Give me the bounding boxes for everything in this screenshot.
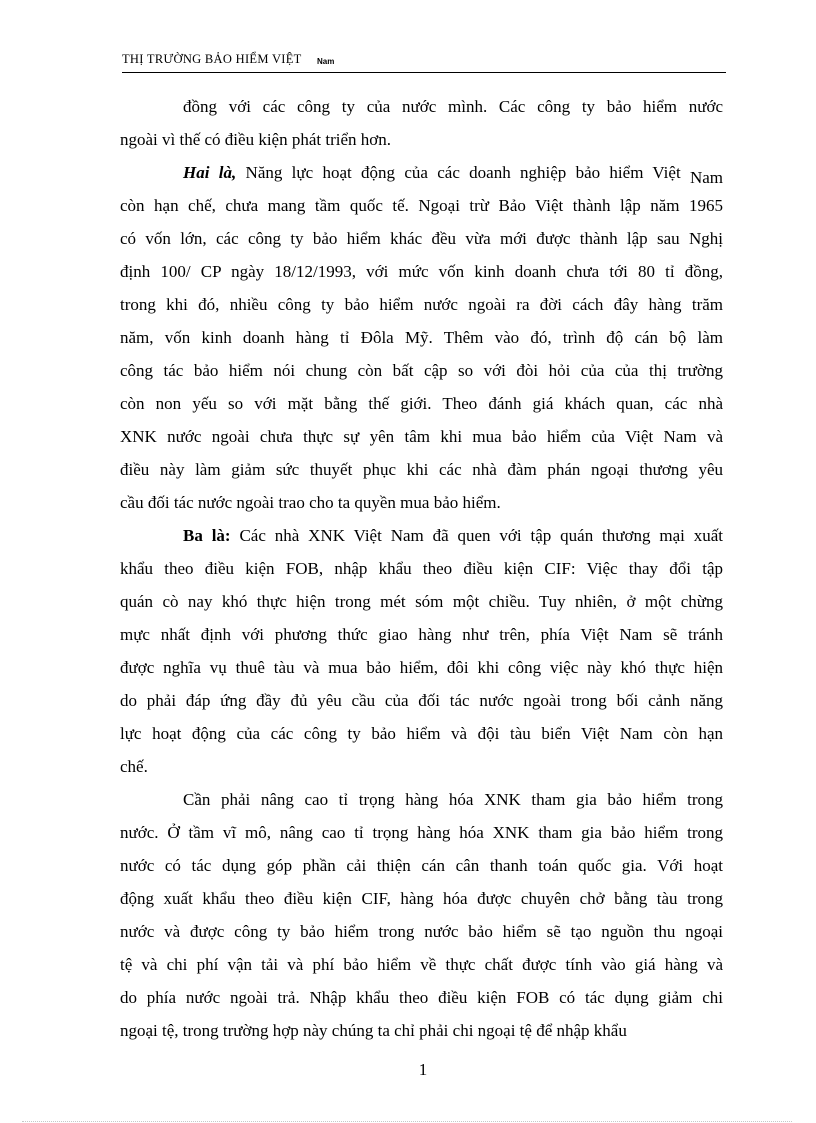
text-line: động xuất khẩu theo điều kiện CIF, hàng hóa được chuyên chở bằng tàu trong [120,889,723,908]
text-line: còn non yếu so với mặt bằng thế giới. Theo đánh giá khách quan, các nhà [120,394,723,413]
text-line: XNK nước ngoài chưa thực sự yên tâm khi mua bảo hiểm của Việt Nam và [120,427,723,446]
text-line: Cần phải nâng cao tỉ trọng hàng hóa XNK tham gia bảo hiểm trong [183,790,723,809]
text-run: Năng lực hoạt động của các doanh nghiệp bảo hiểm Việt [245,163,681,182]
paragraph-lead: Hai là, [183,163,237,182]
text-line: trong khi đó, nhiều công ty bảo hiểm nước ngoài ra đời cách đây hàng trăm [120,295,723,314]
text-line: nước và được công ty bảo hiểm trong nước bảo hiểm sẽ tạo nguồn thu ngoại [120,922,723,941]
text-line: điều này làm giảm sức thuyết phục khi các nhà đàm phán ngoại thương yêu [120,460,723,479]
header-title: THỊ TRƯỜNG BẢO HIỂM VIỆT [122,52,302,66]
text-line: khẩu theo điều kiện FOB, nhập khẩu theo điều kiện CIF: Việc thay đổi tập [120,559,723,578]
text-line: công tác bảo hiểm nói chung còn bất cập so với đòi hỏi của của thị trường [120,361,723,380]
text-run-lowered: Nam [689,168,724,187]
text-line: quán cò nay khó thực hiện trong mét sóm một chiều. Tuy nhiên, ở một chừng [120,592,723,611]
paragraph-lead-line [183,526,723,559]
text-line: do phía nước ngoài trả. Nhập khẩu theo điều kiện FOB có tác dụng giảm chi [120,988,723,1007]
text-line: ngoài vì thế có điều kiện phát triển hơn. [120,130,392,149]
page-bottom-edge [22,1121,792,1122]
paragraph-lead: Ba là: [183,526,231,545]
page-number: 1 [418,1060,428,1079]
text-line: tệ và chi phí vận tải và phí bảo hiểm về thực chất được tính vào giá hàng và [120,955,723,974]
text-line: nước có tác dụng góp phần cải thiện cán cân thanh toán quốc gia. Với hoạt [120,856,723,875]
text-line: năm, vốn kinh doanh hàng tỉ Đôla Mỹ. Thêm vào đó, trình độ cán bộ làm [120,328,723,347]
text-line: còn hạn chế, chưa mang tầm quốc tế. Ngoại trừ Bảo Việt thành lập năm 1965 [120,196,723,215]
text-line: nước. Ở tầm vĩ mô, nâng cao tỉ trọng hàng hóa XNK tham gia bảo hiểm trong [120,823,723,842]
text-line: cầu đối tác nước ngoài trao cho ta quyền mua bảo hiểm. [120,493,501,512]
page-header [122,50,726,73]
text-line: chế. [120,757,148,776]
text-run: Các nhà XNK Việt Nam đã quen với tập quán thương mại xuất [239,526,723,545]
text-line: mực nhất định với phương thức giao hàng như trên, phía Việt Nam sẽ tránh [120,625,723,644]
text-line: ngoại tệ, trong trường hợp này chúng ta chỉ phải chi ngoại tệ để nhập khẩu [120,1021,627,1040]
text-line: có vốn lớn, các công ty bảo hiểm khác đều vừa mới được thành lập sau Nghị [120,229,723,248]
text-line: đồng với các công ty của nước mình. Các công ty bảo hiểm nước [183,97,723,116]
text-line: lực hoạt động của các công ty bảo hiểm và đội tàu biển Việt Nam còn hạn [120,724,723,743]
text-line: được nghĩa vụ thuê tàu và mua bảo hiểm, đôi khi công việc này khó thực hiện [120,658,723,677]
text-line: do phải đáp ứng đầy đủ yêu cầu của đối tác nước ngoài trong bối cảnh năng [120,691,723,710]
paragraph-lead-line [183,163,723,196]
header-subscript: Nam [317,57,335,66]
text-line: định 100/ CP ngày 18/12/1993, với mức vốn kinh doanh chưa tới 80 tỉ đồng, [120,262,723,281]
